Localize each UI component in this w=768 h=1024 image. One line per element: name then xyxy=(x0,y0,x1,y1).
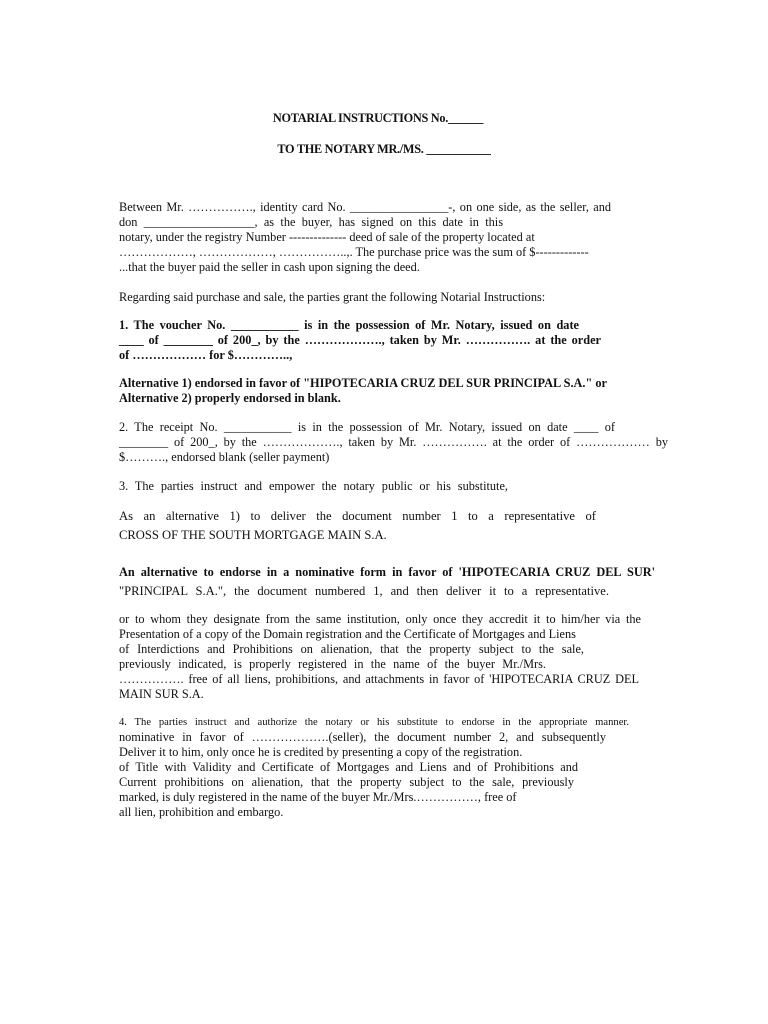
designate-line: Presentation of a copy of the Domain registration and the Certificate of Mortgages and Liens xyxy=(119,627,576,641)
intro-line: Between Mr. ……………., identity card No. ________________-, on one side, as the seller, and xyxy=(119,200,611,214)
item2-line: 2. The receipt No. ___________ is in the possession of Mr. Notary, issued on date ____ of xyxy=(119,420,615,434)
item2-line: $………., endorsed blank (seller payment) xyxy=(119,450,330,464)
item2-line: ________ of 200_, by the ………………., taken by Mr. ……………. at the order of ……………… by xyxy=(119,435,668,449)
item4-line: all lien, prohibition and embargo. xyxy=(119,805,284,819)
designate-line: MAIN SUR S.A. xyxy=(119,687,204,701)
item4-line: nominative in favor of ……………….(seller), the document number 2, and subsequently xyxy=(119,730,606,744)
item4-line: 4. The parties instruct and authorize the notary or his substitute to endorse in the appropriate manner. xyxy=(119,717,629,728)
intro-line: notary, under the registry Number -------------- deed of sale of the property located at xyxy=(119,230,535,244)
item1-line: of ……………… for $………….., xyxy=(119,348,293,362)
item1-line: 1. The voucher No. ___________ is in the possession of Mr. Notary, issued on date xyxy=(119,318,579,332)
intro-line: ...that the buyer paid the seller in cash upon signing the deed. xyxy=(119,260,420,274)
alt2-heading: An alternative to endorse in a nominative form in favor of 'HIPOTECARIA CRUZ DEL SUR' xyxy=(119,565,655,579)
alt2-line: "PRINCIPAL S.A.", the document numbered 1, and then deliver it to a representative. xyxy=(119,584,609,598)
item4-line: of Title with Validity and Certificate of Mortgages and Liens and of Prohibitions and xyxy=(119,760,578,774)
designate-line: of Interdictions and Prohibitions on alienation, that the property subject to the sale, xyxy=(119,642,584,656)
alternative-line: Alternative 2) properly endorsed in blank. xyxy=(119,391,341,405)
intro-line: don __________________, as the buyer, has signed on this date in this xyxy=(119,215,503,229)
item4-line: marked, is duly registered in the name of the buyer Mr./Mrs.……………, free of xyxy=(119,790,517,804)
designate-line: ……………. free of all liens, prohibitions, and attachments in favor of 'HIPOTECARIA CRUZ DEL xyxy=(119,672,639,686)
intro-line: ………………, ………………, ……………..,. The purchase price was the sum of $------------- xyxy=(119,245,589,259)
alt1-line: CROSS OF THE SOUTH MORTGAGE MAIN S.A. xyxy=(119,528,387,542)
alternative-line: Alternative 1) endorsed in favor of "HIPOTECARIA CRUZ DEL SUR PRINCIPAL S.A." or xyxy=(119,376,608,390)
alt1-line: As an alternative 1) to deliver the document number 1 to a representative of xyxy=(119,509,596,523)
document-title: NOTARIAL INSTRUCTIONS No.______ xyxy=(272,111,484,125)
notary-addressee: TO THE NOTARY MR./MS. ___________ xyxy=(277,142,491,156)
item4-line: Deliver it to him, only once he is credited by presenting a copy of the registration. xyxy=(119,745,523,759)
item4-line: Current prohibitions on alienation, that the property subject to the sale, previously xyxy=(119,775,574,789)
regarding-paragraph: Regarding said purchase and sale, the parties grant the following Notarial Instructions: xyxy=(119,290,546,304)
designate-line: previously indicated, is properly registered in the name of the buyer Mr./Mrs. xyxy=(119,657,546,671)
designate-line: or to whom they designate from the same institution, only once they accredit it to him/her via the xyxy=(119,612,641,626)
item3-paragraph: 3. The parties instruct and empower the notary public or his substitute, xyxy=(119,479,508,493)
item1-line: ____ of ________ of 200_, by the ………………., taken by Mr. ……………. at the order xyxy=(119,333,601,347)
